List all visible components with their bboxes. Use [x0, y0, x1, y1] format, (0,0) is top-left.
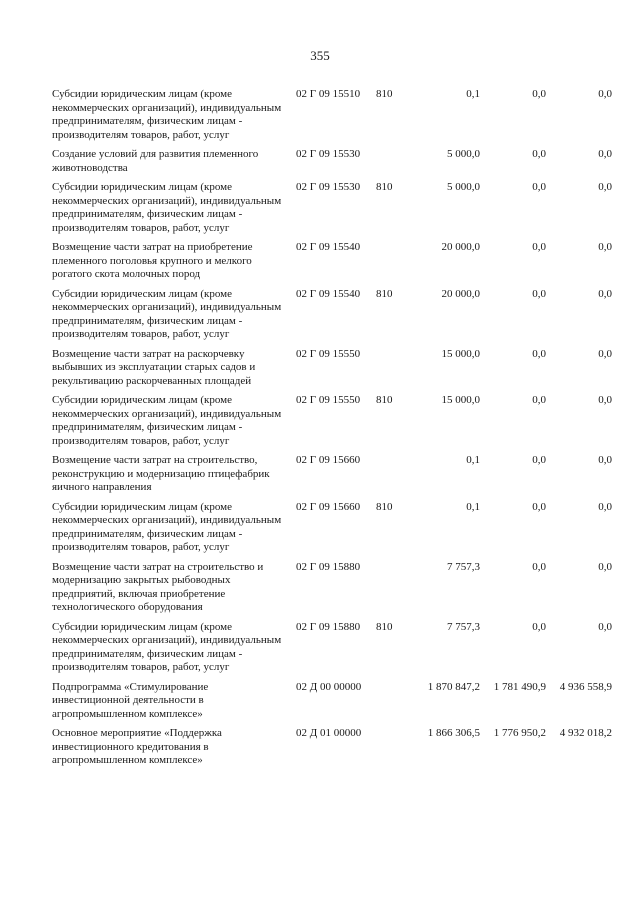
target-article-code: 02 Г 09 15660 — [296, 500, 361, 513]
table-row — [52, 288, 612, 342]
amount-col-3: 0,0 — [598, 148, 612, 160]
amount-col-1: 1 870 847,2 — [427, 680, 480, 693]
item-name: Субсидии юридическим лицам (кроме некоммерческих организаций), индивидуальным предпринимателям, физическим лицам - производителям товаров, работ, услуг — [52, 88, 282, 141]
target-article-code: 02 Г 09 15540 — [296, 241, 361, 253]
amount-col-3: 0,0 — [598, 454, 612, 466]
target-article-code: 02 Д 00 00000 — [296, 680, 362, 693]
amount-col-3: 0,0 — [598, 287, 612, 300]
table-row — [52, 454, 612, 495]
amount-col-1: 20 000,0 — [441, 287, 480, 300]
amount-col-3: 0,0 — [598, 241, 612, 253]
amount-col-3: 0,0 — [598, 620, 612, 633]
amount-col-3: 0,0 — [598, 500, 612, 513]
target-article-code: 02 Г 09 15550 — [296, 347, 361, 360]
amount-col-1: 0,1 — [466, 500, 480, 513]
target-article-code: 02 Г 09 15510 — [296, 88, 361, 100]
target-article-code: 02 Г 09 15660 — [296, 454, 361, 466]
amount-col-2: 0,0 — [532, 181, 546, 193]
item-name: Субсидии юридическим лицам (кроме некоммерческих организаций), индивидуальным предпринимателям, физическим лицам - производителям товаров, работ, услуг — [52, 394, 282, 447]
item-name: Основное мероприятие «Поддержка инвестиционного кредитования в агропромышленном комплексе» — [52, 727, 222, 766]
expense-type-code: 810 — [376, 287, 393, 300]
table-row — [52, 394, 612, 448]
table-row — [52, 727, 612, 768]
target-article-code: 02 Г 09 15530 — [296, 148, 361, 160]
item-name: Субсидии юридическим лицам (кроме некоммерческих организаций), индивидуальным предпринимателям, физическим лицам - производителям товаров, работ, услуг — [52, 287, 282, 340]
amount-col-1: 15 000,0 — [441, 347, 480, 360]
amount-col-2: 1 781 490,9 — [493, 680, 546, 693]
amount-col-2: 0,0 — [532, 241, 546, 253]
item-name: Подпрограмма «Стимулирование инвестиционной деятельности в агропромышленном комплексе» — [52, 680, 209, 720]
table-row — [52, 88, 612, 142]
item-name: Возмещение части затрат на приобретение племенного поголовья крупного и мелкого рогатого скота молочных пород — [52, 241, 253, 280]
item-name: Возмещение части затрат на строительство и модернизацию закрытых рыбоводных предприятий, включая приобретение технологического оборудования — [52, 560, 264, 613]
budget-table — [52, 88, 612, 774]
target-article-code: 02 Г 09 15880 — [296, 560, 361, 573]
amount-col-2: 0,0 — [532, 88, 546, 100]
amount-col-1: 0,1 — [466, 88, 480, 100]
amount-col-2: 0,0 — [532, 500, 546, 513]
amount-col-2: 0,0 — [532, 347, 546, 360]
amount-col-1: 15 000,0 — [441, 394, 480, 406]
amount-col-2: 0,0 — [532, 148, 546, 160]
target-article-code: 02 Г 09 15540 — [296, 287, 361, 300]
amount-col-1: 0,1 — [466, 454, 480, 466]
table-row — [52, 621, 612, 675]
amount-col-1: 5 000,0 — [447, 181, 480, 193]
item-name: Субсидии юридическим лицам (кроме некоммерческих организаций), индивидуальным предпринимателям, физическим лицам - производителям товаров, работ, услуг — [52, 181, 282, 234]
table-row — [52, 148, 612, 175]
amount-col-3: 0,0 — [598, 88, 612, 100]
target-article-code: 02 Г 09 15530 — [296, 181, 361, 193]
expense-type-code: 810 — [376, 500, 393, 513]
amount-col-2: 0,0 — [532, 620, 546, 633]
amount-col-1: 7 757,3 — [447, 620, 480, 633]
item-name: Возмещение части затрат на раскорчевку выбывших из эксплуатации старых садов и рекультивацию раскорчеванных площадей — [52, 347, 256, 387]
amount-col-2: 1 776 950,2 — [493, 727, 546, 739]
amount-col-1: 20 000,0 — [441, 241, 480, 253]
table-row — [52, 681, 612, 722]
amount-col-2: 0,0 — [532, 560, 546, 573]
table-row — [52, 181, 612, 235]
amount-col-2: 0,0 — [532, 394, 546, 406]
amount-col-3: 0,0 — [598, 560, 612, 573]
target-article-code: 02 Д 01 00000 — [296, 727, 362, 739]
table-row — [52, 241, 612, 282]
table-row — [52, 501, 612, 555]
amount-col-3: 0,0 — [598, 347, 612, 360]
target-article-code: 02 Г 09 15550 — [296, 394, 361, 406]
table-row — [52, 561, 612, 615]
amount-col-3: 0,0 — [598, 394, 612, 406]
expense-type-code: 810 — [376, 181, 393, 193]
amount-col-1: 7 757,3 — [447, 560, 480, 573]
amount-col-1: 1 866 306,5 — [427, 727, 480, 739]
expense-type-code: 810 — [376, 88, 393, 100]
amount-col-1: 5 000,0 — [447, 148, 480, 160]
target-article-code: 02 Г 09 15880 — [296, 620, 361, 633]
item-name: Создание условий для развития племенного животноводства — [52, 148, 259, 174]
amount-col-3: 4 932 018,2 — [559, 727, 612, 739]
amount-col-3: 0,0 — [598, 181, 612, 193]
item-name: Субсидии юридическим лицам (кроме некоммерческих организаций), индивидуальным предпринимателям, физическим лицам - производителям товаров, работ, услуг — [52, 620, 282, 673]
page-number: 355 — [310, 48, 330, 63]
item-name: Возмещение части затрат на строительство, реконструкцию и модернизацию птицефабрик яичного направления — [52, 454, 270, 493]
expense-type-code: 810 — [376, 620, 393, 633]
amount-col-2: 0,0 — [532, 287, 546, 300]
amount-col-3: 4 936 558,9 — [559, 680, 612, 693]
table-row — [52, 348, 612, 389]
amount-col-2: 0,0 — [532, 454, 546, 466]
item-name: Субсидии юридическим лицам (кроме некоммерческих организаций), индивидуальным предпринимателям, физическим лицам - производителям товаров, работ, услуг — [52, 500, 282, 553]
expense-type-code: 810 — [376, 394, 393, 406]
